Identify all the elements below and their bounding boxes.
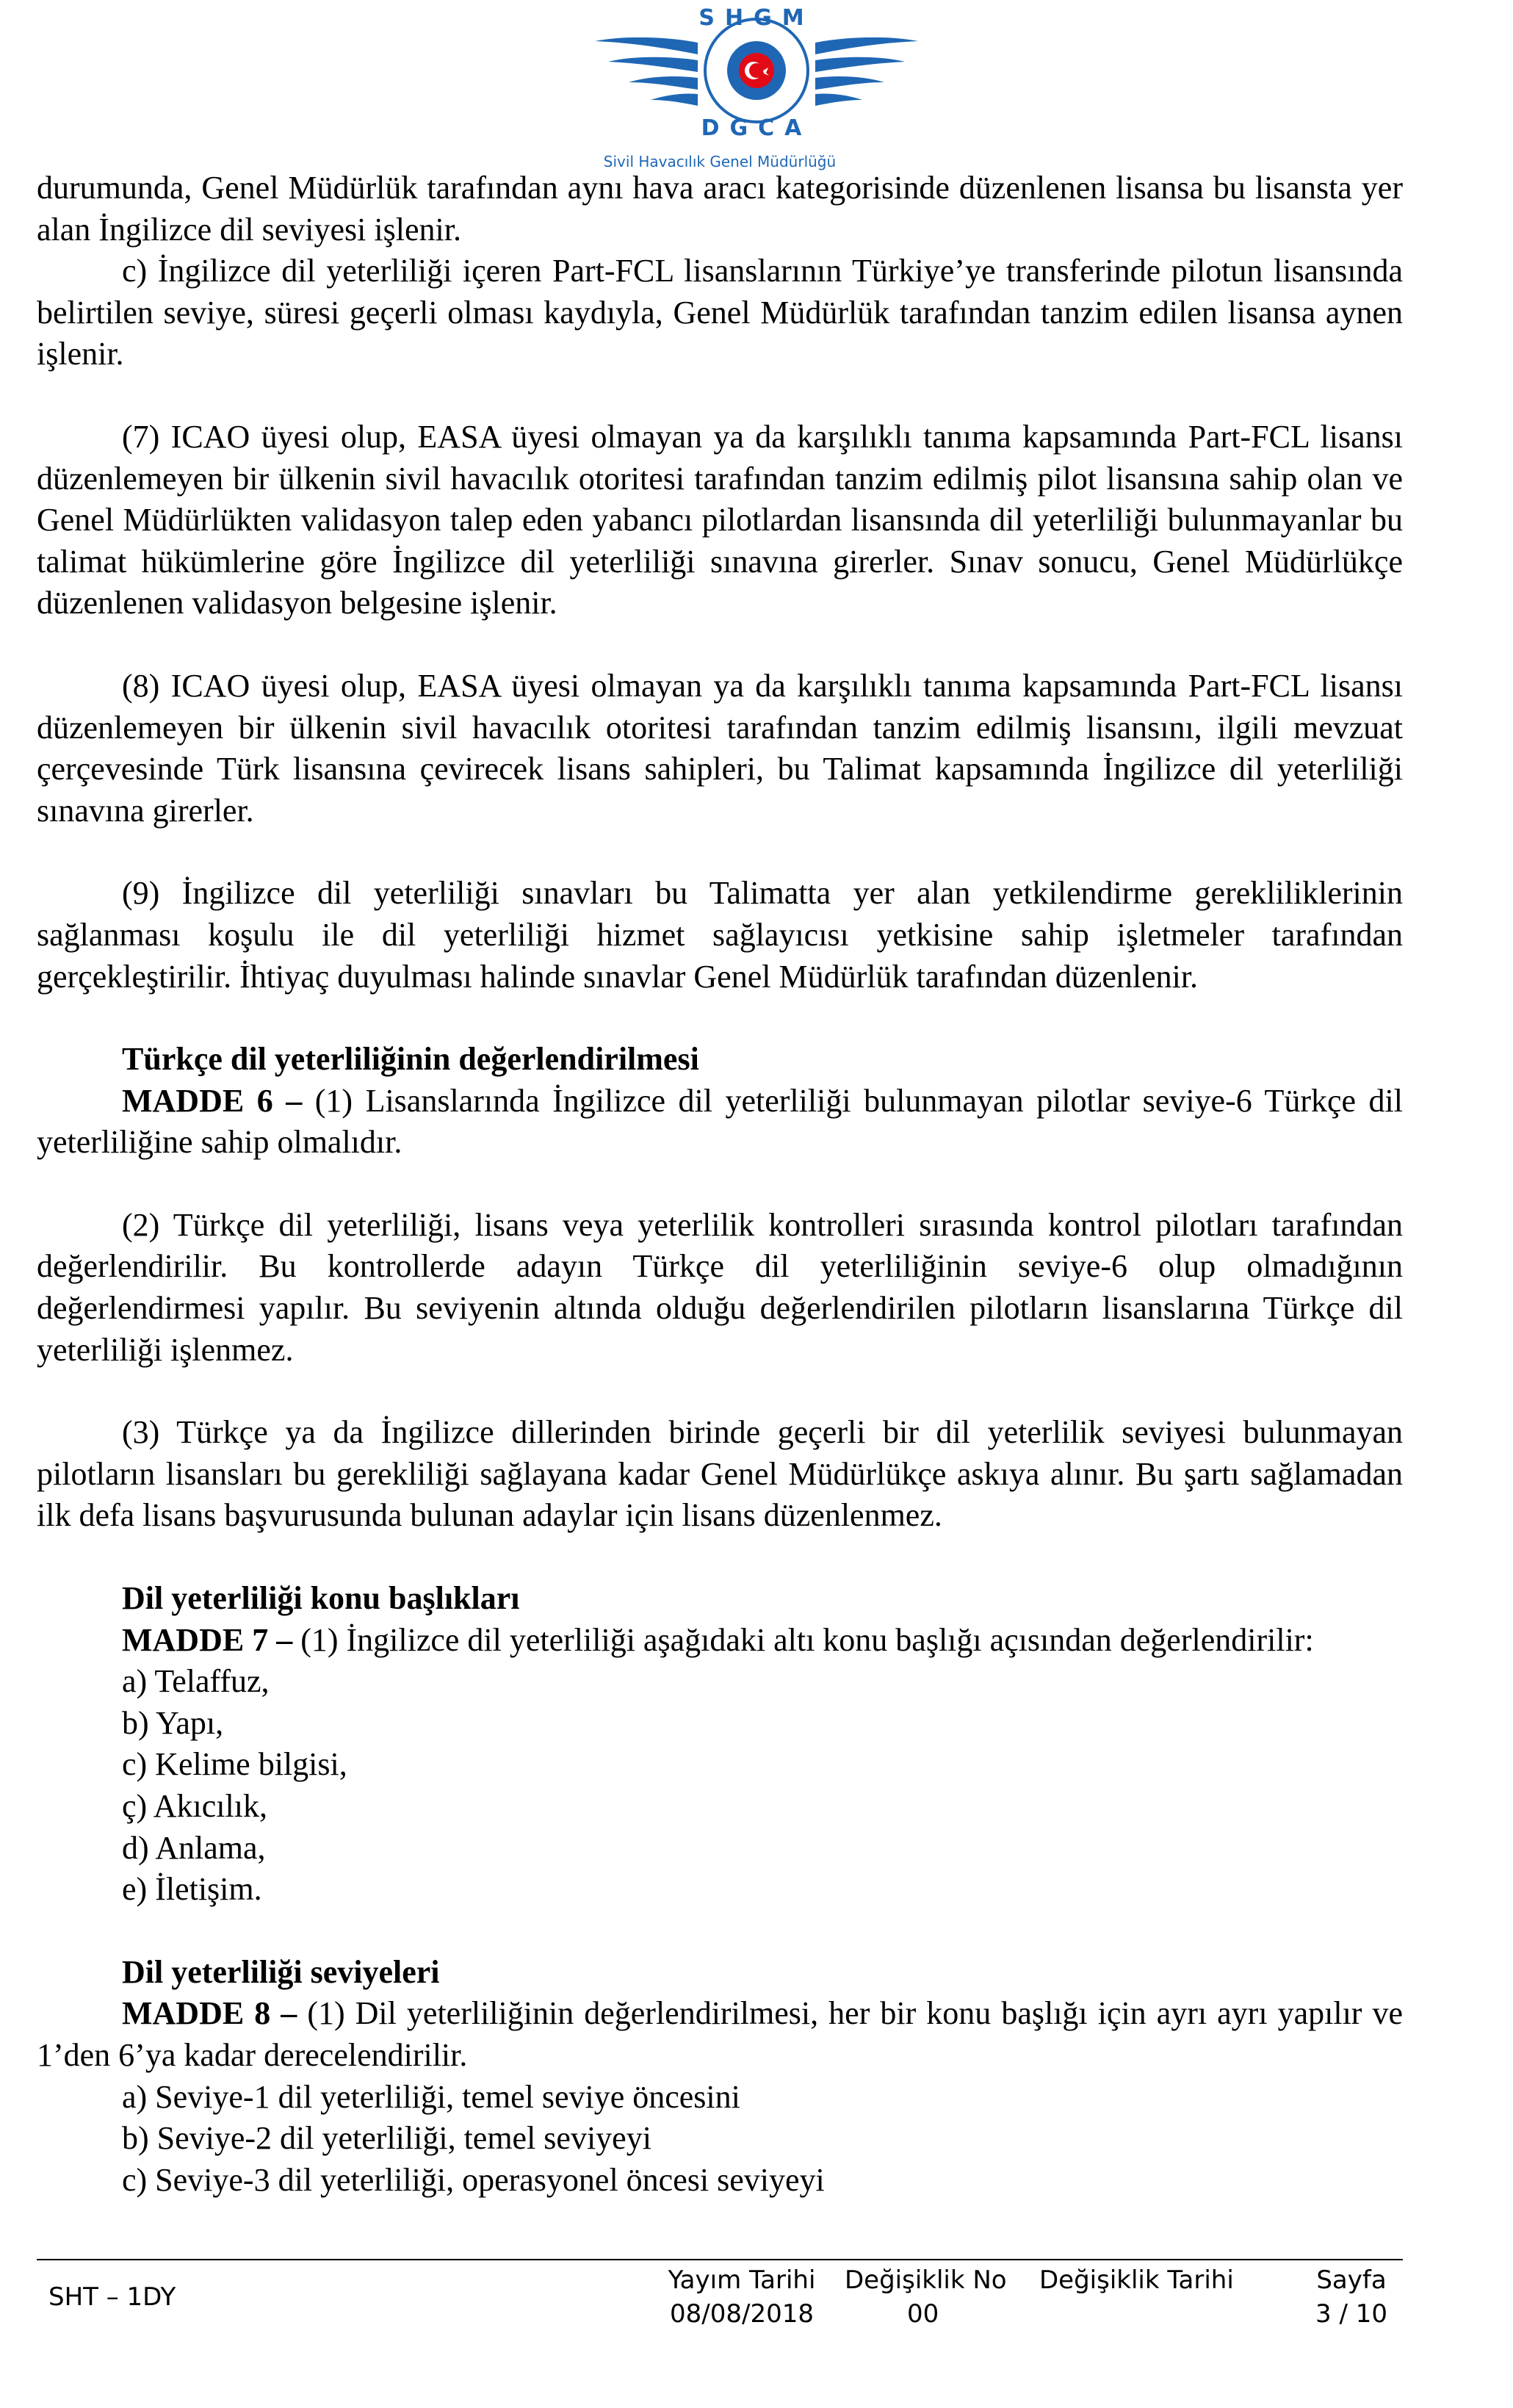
- article-paragraph: [37, 1081, 1403, 1164]
- logo-caption: Sivil Havacılık Genel Müdürlüğü: [603, 153, 837, 170]
- article-text: (1) Dil yeterliliğinin değerlendirilmesi, her bir konu başlığı için ayrı ayrı yapılır ve 1’den 6’ya kadar derecelendirilir.: [37, 1995, 1404, 2073]
- article-label: MADDE 8 –: [122, 1995, 297, 2032]
- paragraph: (9) İngilizce dil yeterliliği sınavları bu Talimatta yer alan yetkilendirme gerekliliklerinin sağlanması koşulu ile dil yeterliliği hizmet sağlayıcısı yetkisine sahip işletmeler tarafından gerçekleştirilir. İhtiyaç duyulması halinde sınavlar Genel Müdürlük tarafından düzenlenir.: [37, 875, 1403, 995]
- footer-divider: [37, 2259, 1403, 2260]
- list-item: b) Yapı,: [122, 1704, 224, 1741]
- section-heading: Dil yeterliliği konu başlıkları: [122, 1580, 520, 1617]
- paragraph: (7) ICAO üyesi olup, EASA üyesi olmayan ya da karşılıklı tanıma kapsamında Part-FCL lisansı düzenlemeyen bir ülkenin sivil havacılık otoritesi tarafından tanzim edilmiş pilot lisansına sahip olan ve Genel Müdürlükten validasyon talep eden yabancı pilotlardan lisansında dil yeterliliği bulunmayanlar bu talimat hükümlerine göre İngilizce dil yeterliliği sınavına girerler. Sınav sonucu, Genel Müdürlükçe düzenlenen validasyon belgesine işlenir.: [37, 418, 1403, 621]
- logo-top-text: SHGM: [698, 5, 815, 31]
- paragraph: c) İngilizce dil yeterliliği içeren Part-FCL lisanslarının Türkiye’ye transferinde pilotun lisansında belirtilen seviye, süresi geçerli olması kaydıyla, Genel Müdürlük tarafından tanzim edilen lisansa aynen işlenir.: [37, 253, 1403, 372]
- list-item: d) Anlama,: [122, 1829, 266, 1866]
- article-label: MADDE 7 –: [122, 1621, 293, 1658]
- shgm-logo: [580, 0, 933, 167]
- list-item: c) Seviye-3 dil yeterliliği, operasyonel öncesi seviyeyi: [122, 2161, 825, 2198]
- paragraph: (8) ICAO üyesi olup, EASA üyesi olmayan ya da karşılıklı tanıma kapsamında Part-FCL lisansı düzenlemeyen bir ülkenin sivil havacılık otoritesi tarafından tanzim edilmiş lisansını, ilgili mevzuat çerçevesinde Türk lisansına çevirecek lisans sahipleri, bu Talimat kapsamında İngilizce dil yeterliliği sınavına girerler.: [37, 667, 1403, 829]
- list-item: ç) Akıcılık,: [122, 1788, 267, 1824]
- publish-date-label: Yayım Tarihi: [668, 2265, 816, 2295]
- doc-code: SHT – 1DY: [48, 2282, 176, 2312]
- logo-bottom-text: DGCA: [701, 115, 812, 141]
- list-item: a) Telaffuz,: [122, 1663, 270, 1700]
- article-text: (1) Lisanslarında İngilizce dil yeterliliği bulunmayan pilotlar seviye-6 Türkçe dil yeterliliğine sahip olmalıdır.: [37, 1082, 1404, 1161]
- section-heading: Dil yeterliliği seviyeleri: [122, 1953, 440, 1990]
- revision-no-value: 00: [907, 2299, 939, 2329]
- article-text: (1) İngilizce dil yeterliliği aşağıdaki altı konu başlığı açısından değerlendirilir:: [292, 1621, 1314, 1658]
- revision-date-block: [1039, 2264, 1260, 2298]
- list-item: b) Seviye-2 dil yeterliliği, temel seviyeyi: [122, 2120, 651, 2157]
- page-number-block: [1300, 2264, 1403, 2330]
- page-label: Sayfa: [1316, 2265, 1387, 2295]
- revision-date-label: Değişiklik Tarihi: [1039, 2265, 1234, 2295]
- revision-no-block: [845, 2264, 1028, 2330]
- paragraph: (2) Türkçe dil yeterliliği, lisans veya yeterlilik kontrolleri sırasında kontrol pilotları tarafından değerlendirilir. Bu kontrollerde adayın Türkçe dil yeterliliğinin seviye-6 olup olmadığının değerlendirmesi yapılır. Bu seviyenin altında olduğu değerlendirilen pilotların lisanslarına Türkçe dil yeterliliği işlenmez.: [37, 1206, 1403, 1368]
- revision-no-label: Değişiklik No: [845, 2265, 1007, 2295]
- article-label: MADDE 6 –: [122, 1082, 303, 1119]
- page-number: 3 / 10: [1315, 2299, 1387, 2329]
- article-paragraph: [37, 1620, 1403, 1662]
- list-item: a) Seviye-1 dil yeterliliği, temel seviye öncesini: [122, 2078, 740, 2115]
- list-item: c) Kelime bilgisi,: [122, 1746, 347, 1783]
- document-body: [37, 167, 1403, 2201]
- paragraph: durumunda, Genel Müdürlük tarafından aynı hava aracı kategorisinde düzenlenen lisansa bu lisansta yer alan İngilizce dil seviyesi işlenir.: [37, 170, 1403, 248]
- publish-date-value: 08/08/2018: [670, 2299, 814, 2329]
- paragraph: (3) Türkçe ya da İngilizce dillerinden birinde geçerli bir dil yeterlilik seviyesi bulunmayan pilotların lisansları bu gerekliliği sağlayana kadar Genel Müdürlükçe askıya alınır. Bu şartı sağlamadan ilk defa lisans başvurusunda bulunan adaylar için lisans düzenlenmez.: [37, 1414, 1403, 1534]
- list-item: e) İletişim.: [122, 1871, 262, 1908]
- section-heading: Türkçe dil yeterliliğinin değerlendirilmesi: [122, 1041, 699, 1078]
- article-paragraph: [37, 1993, 1403, 2076]
- publish-date-block: [650, 2264, 834, 2330]
